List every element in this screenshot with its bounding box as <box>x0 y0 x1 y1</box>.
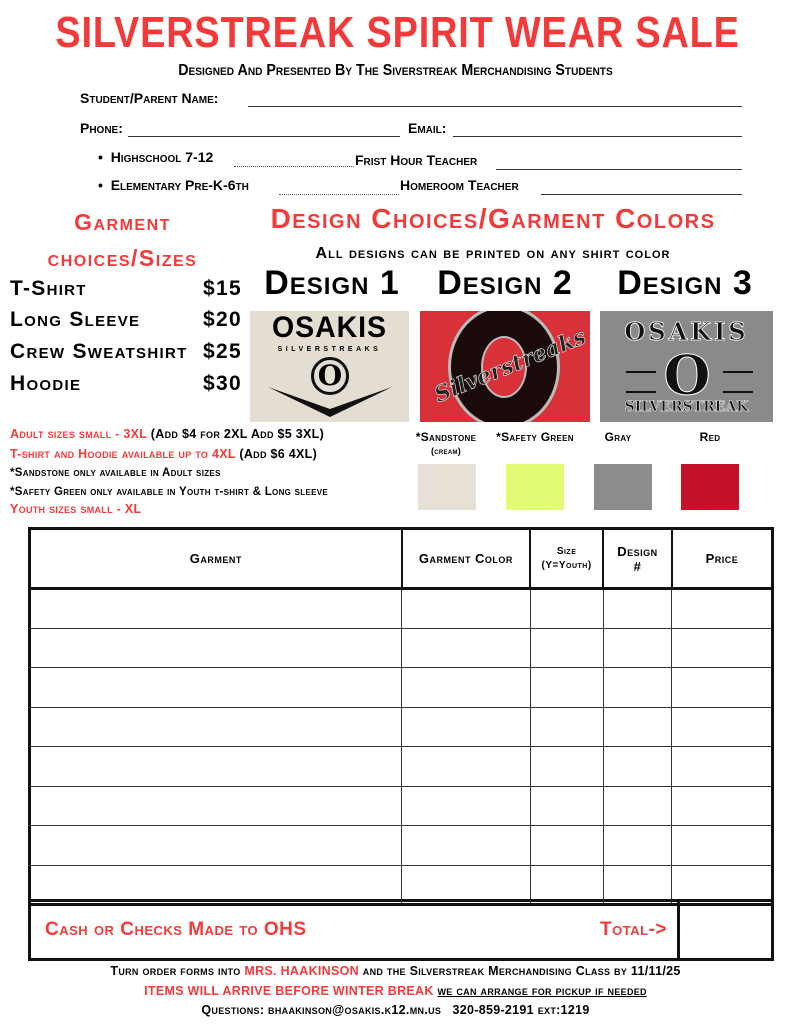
phone-field[interactable] <box>128 136 400 137</box>
highschool-grade-field[interactable] <box>234 166 354 167</box>
total-row <box>28 899 774 961</box>
color-label-gray: Gray <box>604 430 632 444</box>
swatch-sandstone <box>418 464 476 510</box>
footer-instructions <box>0 964 791 978</box>
order-table <box>28 527 774 906</box>
garment-heading-line1: Garment <box>74 209 171 235</box>
cell-color[interactable] <box>402 747 531 787</box>
garment-heading-line2: choices/Sizes <box>47 245 198 271</box>
swatch-gray <box>594 464 652 510</box>
delivery-note: ITEMS WILL ARRIVE BEFORE WINTER BREAK <box>144 984 434 998</box>
color-label-sandstone <box>405 430 487 456</box>
cell-size[interactable] <box>530 826 603 866</box>
garment-price: $15 <box>203 277 242 300</box>
table-row <box>30 707 773 747</box>
page-subtitle: Designed And Presented By The Siverstreak Merchandising Students <box>178 62 613 79</box>
payment-note: Cash or Checks Made to OHS <box>45 919 307 940</box>
footer-delivery <box>0 984 791 998</box>
cell-color[interactable] <box>402 589 531 629</box>
safety-green-note: *Safety Green only available in Youth t-shirt & Long sleeve <box>10 486 329 498</box>
cell-design[interactable] <box>603 589 672 629</box>
bullet: • <box>98 149 103 165</box>
swatch-red <box>681 464 739 510</box>
table-row <box>30 826 773 866</box>
design-label: Design <box>617 543 658 559</box>
cell-garment[interactable] <box>30 826 402 866</box>
garment-name: Long Sleeve <box>10 308 141 331</box>
elementary-option <box>98 177 249 193</box>
design-1-art-text: OSAKIS <box>272 311 387 344</box>
garment-name: T-Shirt <box>10 277 87 300</box>
table-header-row <box>30 529 773 589</box>
size-youth-hint: (Y=Youth) <box>541 559 592 571</box>
cell-price[interactable] <box>672 668 773 708</box>
color-sublabel: (cream) <box>430 446 462 456</box>
garment-item-long-sleeve <box>10 308 242 332</box>
cell-color[interactable] <box>402 786 531 826</box>
cell-color[interactable] <box>402 668 531 708</box>
header-garment: Garment <box>30 529 402 589</box>
cell-design[interactable] <box>603 747 672 787</box>
pickup-note: we can arrange for pickup if needed <box>437 984 647 998</box>
cell-size[interactable] <box>530 747 603 787</box>
design-choices-heading: Design Choices/Garment Colors <box>270 203 716 234</box>
swatch-safety-green <box>506 464 564 510</box>
cell-garment[interactable] <box>30 747 402 787</box>
table-row <box>30 668 773 708</box>
tshirt-hoodie-text: T-shirt and Hoodie available up to 4XL <box>10 447 236 461</box>
first-hour-teacher-field[interactable] <box>496 169 742 170</box>
adult-sizes-upcharge: (Add $4 for 2XL Add $5 3XL) <box>150 427 325 441</box>
cell-price[interactable] <box>672 826 773 866</box>
garment-item-crew-sweatshirt <box>10 340 242 364</box>
total-label: Total-> <box>600 919 667 940</box>
garment-name: Crew Sweatshirt <box>10 340 188 363</box>
cell-price[interactable] <box>672 747 773 787</box>
cell-price[interactable] <box>672 628 773 668</box>
youth-sizes-note: Youth sizes small - XL <box>10 502 142 516</box>
table-row <box>30 747 773 787</box>
garment-item-tshirt <box>10 277 242 301</box>
cell-size[interactable] <box>530 668 603 708</box>
email-label: Email: <box>408 120 447 136</box>
table-row <box>30 786 773 826</box>
adult-sizes-note <box>10 427 324 441</box>
bullet: • <box>98 177 103 193</box>
cell-garment[interactable] <box>30 589 402 629</box>
design-1-image <box>250 311 409 422</box>
elementary-grade-field[interactable] <box>279 194 399 195</box>
chevron-down-icon <box>268 385 392 421</box>
cell-size[interactable] <box>530 628 603 668</box>
cell-design[interactable] <box>603 668 672 708</box>
table-row <box>30 589 773 629</box>
design-note: All designs can be printed on any shirt color <box>315 245 671 262</box>
color-label-red: Red <box>699 430 721 444</box>
cell-color[interactable] <box>402 628 531 668</box>
cell-color[interactable] <box>402 707 531 747</box>
cell-size[interactable] <box>530 707 603 747</box>
design-3-label: Design 3 <box>617 264 753 302</box>
cell-garment[interactable] <box>30 786 402 826</box>
header-price: Price <box>672 529 773 589</box>
header-size <box>530 529 603 589</box>
design-hash: # <box>633 558 642 574</box>
phone-label: Phone: <box>80 120 123 136</box>
o-logo-icon: O <box>663 343 711 407</box>
adult-sizes-text: Adult sizes small - 3XL <box>10 427 148 441</box>
o-logo-icon: O <box>311 357 349 395</box>
header-garment-color: Garment Color <box>402 529 531 589</box>
garment-price: $20 <box>203 308 242 331</box>
cell-design[interactable] <box>603 826 672 866</box>
cell-price[interactable] <box>672 707 773 747</box>
color-label-safety-green: *Safety Green <box>496 430 574 444</box>
design-1-art-subtext: SILVERSTREAKS <box>277 346 382 353</box>
first-hour-teacher-label: Frist Hour Teacher <box>355 152 478 168</box>
garment-choices-heading <box>10 204 235 276</box>
cell-price[interactable] <box>672 786 773 826</box>
cell-color[interactable] <box>402 826 531 866</box>
garment-price: $25 <box>203 340 242 363</box>
tshirt-hoodie-upcharge: (Add $6 4XL) <box>239 447 318 461</box>
highschool-label: Highschool 7-12 <box>110 149 214 165</box>
name-field[interactable] <box>248 106 742 107</box>
cell-design[interactable] <box>603 707 672 747</box>
header-design-number <box>603 529 672 589</box>
cell-garment[interactable] <box>30 668 402 708</box>
design-1-label: Design 1 <box>264 264 400 302</box>
table-row <box>30 628 773 668</box>
color-name: *Sandstone <box>415 430 477 444</box>
sandstone-note: *Sandstone only available in Adult sizes <box>10 467 221 479</box>
design-2-label: Design 2 <box>437 264 573 302</box>
cell-size[interactable] <box>530 786 603 826</box>
homeroom-teacher-label: Homeroom Teacher <box>400 177 519 193</box>
total-field[interactable] <box>680 902 771 958</box>
email-field[interactable] <box>453 136 742 137</box>
homeroom-teacher-field[interactable] <box>541 194 742 195</box>
tshirt-hoodie-note <box>10 447 317 461</box>
cell-garment[interactable] <box>30 628 402 668</box>
cell-size[interactable] <box>530 589 603 629</box>
design-2-image <box>420 311 590 422</box>
design-3-image <box>600 311 773 422</box>
cell-garment[interactable] <box>30 707 402 747</box>
design-3-art-text: OSAKIS <box>624 317 749 346</box>
highschool-option <box>98 149 213 165</box>
footer-text: Turn order forms into <box>110 964 241 978</box>
footer-text: and the Silverstreak Merchandising Class by 11/11/25 <box>362 964 681 978</box>
design-2-art-text: Silverstreaks <box>430 323 590 409</box>
size-label: Size <box>556 545 577 557</box>
garment-name: Hoodie <box>10 372 82 395</box>
design-3-art-subtext: SILVERSTREAK <box>624 399 749 415</box>
elementary-label: Elementary Pre-K-6th <box>110 177 249 193</box>
garment-price: $30 <box>203 372 242 395</box>
cell-design[interactable] <box>603 628 672 668</box>
garment-item-hoodie <box>10 372 242 396</box>
page-title: SILVERSTREAK SPIRIT WEAR SALE <box>55 8 740 57</box>
cell-design[interactable] <box>603 786 672 826</box>
cell-price[interactable] <box>672 589 773 629</box>
footer-contact: Questions: bhaakinson@osakis.k12.mn.us 320-859-2191 ext:1219 <box>201 1003 590 1017</box>
name-label: Student/Parent Name: <box>80 90 219 106</box>
teacher-name: MRS. HAAKINSON <box>244 964 359 978</box>
